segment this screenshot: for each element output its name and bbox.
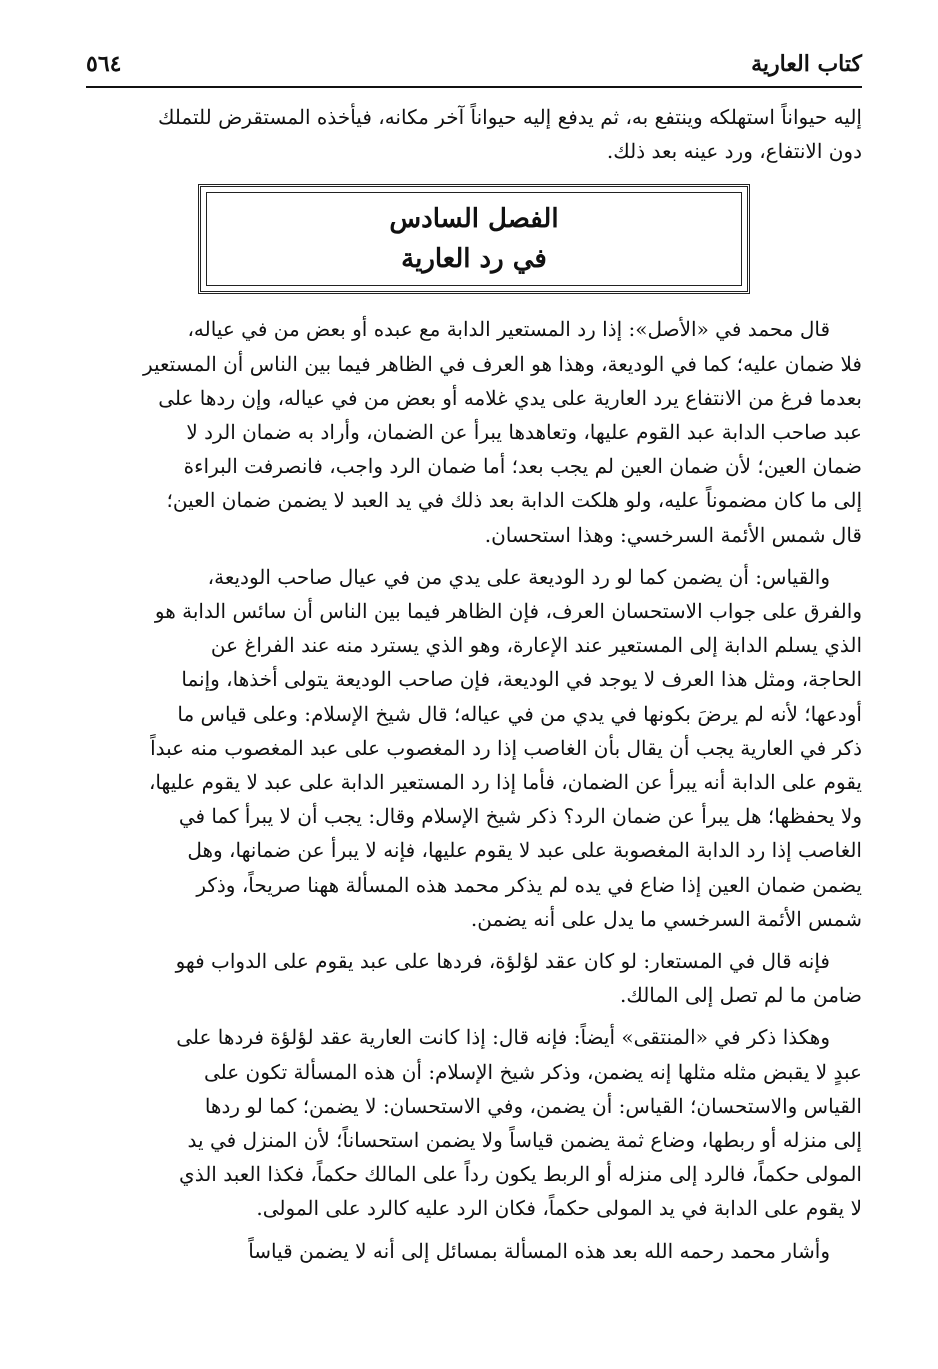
- chapter-heading-box: [198, 184, 750, 294]
- paragraph-line: إلى ما كان مضموناً عليه، ولو هلكت الدابة بعد ذلك في يد العبد لا يضمن ضمان العين؛: [166, 488, 862, 513]
- page-header: [86, 44, 862, 84]
- paragraph-line: قال شمس الأئمة السرخسي: وهذا استحسان.: [484, 522, 862, 547]
- paragraph-line: القياس والاستحسان؛ القياس: أن يضمن، وفي الاستحسان: لا يضمن؛ كما لو ردها: [204, 1093, 862, 1118]
- paragraph-line: إلى منزله أو ربطها، وضاع ثمة يضمن قياساً ولا يضمن استحساناً؛ لأن المنزل في يد: [187, 1128, 862, 1153]
- page-number: ٥٦٤: [86, 51, 122, 77]
- paragraph-line: الغاصب إذا رد الدابة المغصوبة على عبد لا يقوم عليها، فإنه لا يبرأ عن ضمانها، وهل: [187, 838, 862, 863]
- paragraph-line: والفرق على جواب الاستحسان العرف، فإن الظاهر فيما بين الناس أن سائس الدابة هو: [154, 599, 862, 624]
- page-body: [86, 100, 862, 1268]
- paragraph-line: والقياس: أن يضمن كما لو رد الوديعة على يدي من في عيال صاحب الوديعة،: [207, 564, 830, 589]
- chapter-subtitle: في رد العارية: [401, 244, 547, 275]
- paragraph-line: وأشار محمد رحمه الله بعد هذه المسألة بمسائل إلى أنه لا يضمن قياساً: [248, 1238, 830, 1263]
- header-divider: [86, 86, 862, 88]
- paragraph-line: ولا يحفظها؛ هل يبرأ عن ضمان الرد؟ ذكر شيخ الإسلام وقال: يجب أن لا يبرأ كما في: [178, 804, 862, 829]
- paragraph-gap: [86, 1226, 862, 1234]
- running-title: كتاب العارية: [751, 51, 862, 77]
- paragraph-line: شمس الأئمة السرخسي ما يدل على أنه يضمن.: [470, 906, 862, 931]
- paragraph-line: وهكذا ذكر في «المنتقى» أيضاً: فإنه قال: إذا كانت العارية عقد لؤلؤة فردها على: [176, 1025, 830, 1050]
- paragraph-line: يضمن ضمان العين إذا ضاع في يده لم يذكر محمد هذه المسألة ههنا صريحاً، وذكر: [196, 872, 862, 897]
- paragraph-line: قال محمد في «الأصل»: إذا رد المستعير الدابة مع عبده أو بعض من في عياله،: [187, 317, 830, 342]
- paragraph-line: لا يقوم على الدابة في يد المولى حكماً، فكان الرد عليه كالرد على المولى.: [256, 1196, 862, 1221]
- paragraph-line: ضمان العين؛ لأن ضمان العين لم يجب بعد؛ أما ضمان الرد واجب، فانصرفت البراءة: [183, 454, 862, 479]
- paragraph-gap: [86, 1012, 862, 1020]
- paragraph-line: عبدٍ لا يقبض مثله مثلها إنه يضمن، وذكر شيخ الإسلام: أن هذه المسألة تكون على: [203, 1059, 862, 1084]
- intro-line: إليه حيواناً استهلكه وينتفع به، ثم يدفع إليه حيواناً آخر مكانه، فيأخذه المستقرض للتملك: [157, 105, 862, 129]
- paragraph-line: الحاجة، ومثل هذا العرف لا يوجد في الوديعة، فإن صاحب الوديعة يتولى أخذها، وإنما: [181, 667, 862, 692]
- paragraph-line: الذي يسلم الدابة إلى المستعير عند الإعارة، وهو الذي يسترد منه عند الفراغ عن: [210, 633, 862, 658]
- paragraph-line: عبد صاحب الدابة عبد القوم عليها، وتعاهدها يبرأ عن الضمان، وأراد به ضمان الرد لا: [186, 420, 862, 445]
- paragraph-line: فلا ضمان عليه؛ كما في الوديعة، وهذا هو العرف في الظاهر فيما بين الناس أن المستعير: [142, 351, 862, 376]
- paragraph-gap: [86, 552, 862, 560]
- paragraph-line: بعدما فرغ من الانتفاع يرد العارية على يدي غلامه أو بعض من في عياله، وإن ردها على: [158, 385, 862, 410]
- body-paragraphs: [86, 312, 862, 1267]
- paragraph-line: أودعها؛ لأنه لم يرضَ بكونها في يدي من في عياله؛ قال شيخ الإسلام: وعلى قياس ما: [177, 701, 862, 726]
- paragraph-line: ذكر في العارية يجب أن يقال بأن الغاصب إذا رد المغصوب على عبد المغصوب منه عبداً: [150, 735, 862, 760]
- paragraph-line: ضامن ما لم تصل إلى المالك.: [619, 983, 862, 1008]
- intro-line: دون الانتفاع، ورد عينه بعد ذلك.: [606, 139, 862, 164]
- chapter-title: الفصل السادس: [389, 204, 559, 235]
- paragraph-gap: [86, 936, 862, 944]
- paragraph-line: يقوم على الدابة أنه يبرأ عن الضمان، فأما إذا رد المستعير الدابة على عبد لا يقوم عليها،: [148, 770, 862, 795]
- paragraph-line: فإنه قال في المستعار: لو كان عقد لؤلؤة، فردها على عبد يقوم على الدواب فهو: [175, 949, 830, 974]
- paragraph-line: المولى حكماً، فالرد إلى منزله أو الربط يكون رداً على المالك حكماً، فكذا العبد الذي: [179, 1162, 862, 1187]
